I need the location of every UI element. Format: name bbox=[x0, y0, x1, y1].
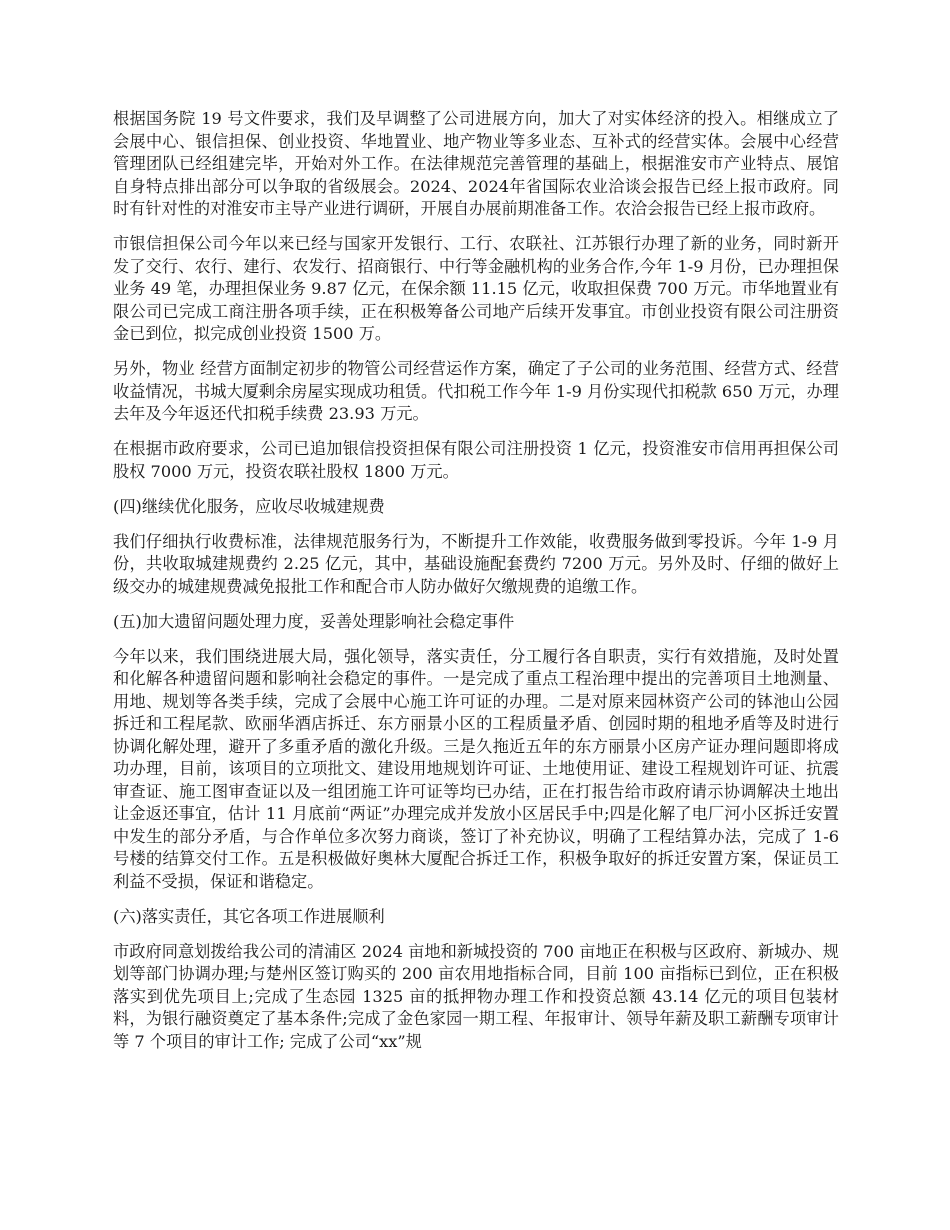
paragraph-additional-investment: 在根据市政府要求，公司已追加银信投资担保有限公司注册投资 1 亿元，投资淮安市信用再担保公司股权 7000 万元，投资农联社股权 1800 万元。 bbox=[113, 439, 839, 481]
section-heading-4: (四)继续优化服务，应收尽收城建规费 bbox=[113, 496, 385, 516]
paragraph-guarantee-company: 市银信担保公司今年以来已经与国家开发银行、工行、农联社、江苏银行办理了新的业务，同时新开发了交行、农行、建行、农发行、招商银行、中行等金融机构的业务合作,今年 1-9 月份，已办理担保业务 49 笔，办理担保业务 9.87 亿元，在保余额 11.15 亿元，收取担保费 700 万元。市华地置业有限公司已完成工商注册各项手续，正在积极筹备公司地产后续开发事宜。市创业投资有限公司注册资金已到位，拟完成创业投资 1500 万。 bbox=[113, 234, 839, 343]
paragraph-other-work: 市政府同意划拨给我公司的清浦区 2024 亩地和新城投资的 700 亩地正在积极与区政府、新城办、规划等部门协调办理;与楚州区签订购买的 200 亩农用地指标合同，目前 100 亩指标已到位，正在积极落实到优先项目上;完成了生态园 1325 亩的抵押物办理工作和投资总额 43.14 亿元的项目包装材料，为银行融资奠定了基本条件;完成了金色家园一期工程、年报审计、领导年薪及职工薪酬专项审计等 7 个项目的审计工作; 完成了公司“xx”规 bbox=[113, 941, 839, 1051]
paragraph-property-management: 另外，物业 经营方面制定初步的物管公司经营运作方案，确定了子公司的业务范围、经营方式、经营收益情况，书城大厦剩余房屋实现成功租赁。代扣税工作今年 1-9 月份实现代扣税款 650 万元，办理去年及今年返还代扣税手续费 23.93 万元。 bbox=[113, 359, 839, 423]
paragraph-fee-collection: 我们仔细执行收费标准，法律规范服务行为，不断提升工作效能，收费服务做到零投诉。今年 1-9 月份，共收取城建规费约 2.25 亿元，其中，基础设施配套费约 7200 万元。另外及时、仔细的做好上级交办的城建规费减免报批工作和配合市人防办做好欠缴规费的追缴工作。 bbox=[113, 531, 839, 596]
paragraph-legacy-issues: 今年以来，我们围绕进展大局，强化领导，落实责任，分工履行各自职责，实行有效措施，及时处置和化解各种遗留问题和影响社会稳定的事件。一是完成了重点工程治理中提出的完善项目土地测量、用地、规划等各类手续，完成了会展中心施工许可证的办理。二是对原来园林资产公司的钵池山公园拆迁和工程尾款、欧丽华酒店拆迁、东方丽景小区的工程质量矛盾、创园时期的租地矛盾等及时进行协调化解处理，避开了多重矛盾的激化升级。三是久拖近五年的东方丽景小区房产证办理问题即将成功办理，目前，该项目的立项批文、建设用地规划许可证、土地使用证、建设工程规划许可证、抗震审查证、施工图审查证以及一组团施工许可证等均已办结，正在打报告给市政府请示协调解决土地出让金返还事宜，估计 11 月底前“两证”办理完成并发放小区居民手中;四是化解了电厂河小区拆迁安置中发生的部分矛盾，与合作单位多次努力商谈，签订了补充协议，明确了工程结算办法，完成了 1-6 号楼的结算交付工作。五是积极做好奥林大厦配合拆迁工作，积极争取好的拆迁安置方案，保证员工利益不受损，保证和谐稳定。 bbox=[113, 646, 839, 891]
section-heading-5: (五)加大遗留问题处理力度，妥善处理影响社会稳定事件 bbox=[113, 611, 515, 631]
document-body bbox=[113, 108, 839, 1066]
section-heading-6: (六)落实责任，其它各项工作进展顺利 bbox=[113, 906, 385, 926]
paragraph-entity-investment: 根据国务院 19 号文件要求，我们及早调整了公司进展方向，加大了对实体经济的投入。相继成立了会展中心、银信担保、创业投资、华地置业、地产物业等多业态、互补式的经营实体。会展中心经营管理团队已经组建完毕，开始对外工作。在法律规范完善管理的基础上，根据淮安市产业特点、展馆自身特点排出部分可以争取的省级展会。2024、2024年省国际农业洽谈会报告已经上报市政府。同时有针对性的对淮安市主导产业进行调研，开展自办展前期准备工作。农洽会报告已经上报市政府。 bbox=[113, 109, 839, 218]
